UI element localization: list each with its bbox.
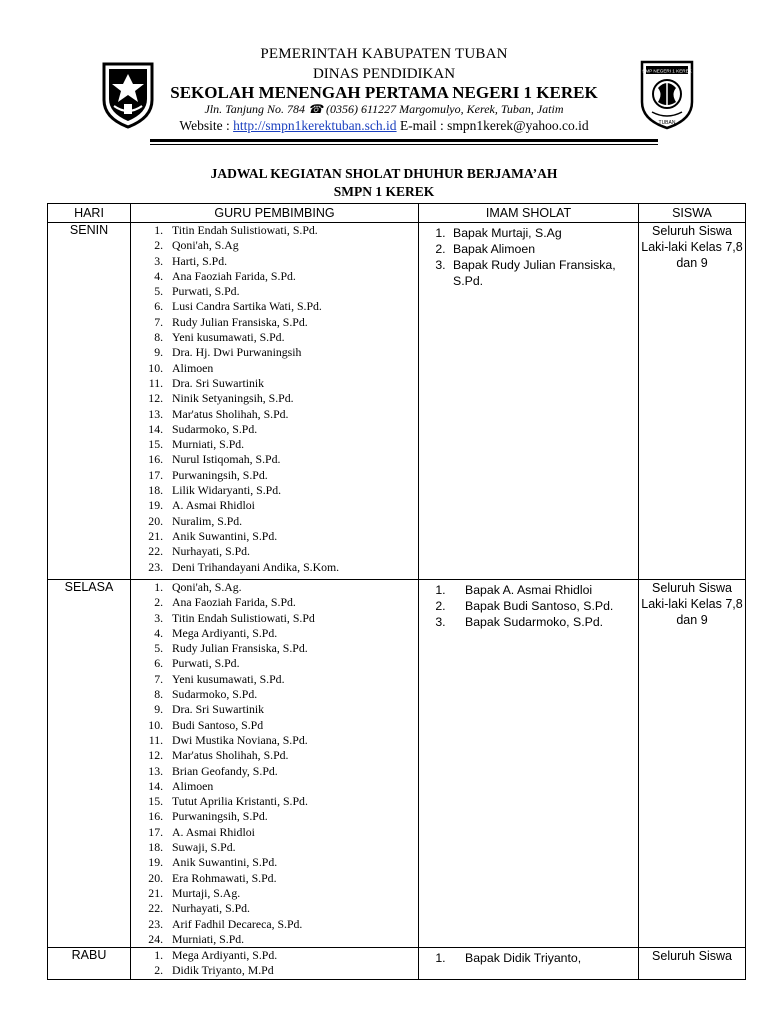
list-item: 1. Bapak A. Asmai Rhidloi	[449, 582, 638, 598]
list-item: 4. Ana Faoziah Farida, S.Pd.	[166, 269, 418, 284]
list-item: 1. Bapak Murtaji, S.Ag	[449, 225, 638, 241]
list-item: 18. Lilik Widaryanti, S.Pd.	[166, 483, 418, 498]
list-item: 6. Lusi Candra Sartika Wati, S.Pd.	[166, 299, 418, 314]
list-item: 17. Purwaningsih, S.Pd.	[166, 468, 418, 483]
list-item: 15. Tutut Aprilia Kristanti, S.Pd.	[166, 794, 418, 809]
table-row-rabu	[48, 948, 746, 980]
list-item: 20. Nuralim, S.Pd.	[166, 514, 418, 529]
guru-cell	[131, 948, 419, 980]
list-item: 18. Suwaji, S.Pd.	[166, 840, 418, 855]
table-header-row	[48, 204, 746, 223]
header-guru-pembimbing: GURU PEMBIMBING	[131, 204, 419, 223]
siswa-cell: Seluruh Siswa	[639, 948, 746, 980]
school-name: SEKOLAH MENENGAH PERTAMA NEGERI 1 KEREK	[170, 83, 598, 102]
guru-list	[131, 223, 418, 575]
siswa-cell: Seluruh Siswa Laki-laki Kelas 7,8 dan 9	[639, 223, 746, 580]
list-item: 2. Qoni'ah, S.Ag	[166, 238, 418, 253]
list-item: 11. Dwi Mustika Noviana, S.Pd.	[166, 733, 418, 748]
list-item: 2. Ana Faoziah Farida, S.Pd.	[166, 595, 418, 610]
list-item: 8. Yeni kusumawati, S.Pd.	[166, 330, 418, 345]
document-subtitle: SMPN 1 KEREK	[333, 184, 435, 199]
list-item: 5. Purwati, S.Pd.	[166, 284, 418, 299]
letterhead-rule-thin	[150, 144, 658, 145]
department-line: DINAS PENDIDIKAN	[312, 66, 456, 82]
list-item: 11. Dra. Sri Suwartinik	[166, 376, 418, 391]
header-siswa: SISWA	[639, 204, 746, 223]
header-hari: HARI	[48, 204, 131, 223]
list-item: 1. Titin Endah Sulistiowati, S.Pd.	[166, 223, 418, 238]
list-item: 6. Purwati, S.Pd.	[166, 656, 418, 671]
letterhead-rule-thick	[150, 139, 658, 142]
day-cell: RABU	[48, 948, 131, 980]
website-link[interactable]: http://smpn1kerektuban.sch.id	[233, 118, 397, 133]
list-item: 16. Purwaningsih, S.Pd.	[166, 809, 418, 824]
list-item: 22. Nurhayati, S.Pd.	[166, 544, 418, 559]
table-row-senin	[48, 223, 746, 580]
table-row-selasa	[48, 580, 746, 948]
document-title: JADWAL KEGIATAN SHOLAT DHUHUR BERJAMA’AH	[210, 166, 558, 181]
list-item: 3. Titin Endah Sulistiowati, S.Pd	[166, 611, 418, 626]
list-item: 3. Harti, S.Pd.	[166, 254, 418, 269]
list-item: 3. Bapak Sudarmoko, S.Pd.	[449, 614, 638, 630]
imam-list	[419, 950, 638, 966]
school-address: Jln. Tanjung No. 784 ☎ (0356) 611227 Margomulyo, Kerek, Tuban, Jatim	[204, 102, 564, 116]
guru-list	[131, 948, 418, 979]
imam-list	[419, 582, 638, 630]
letterhead	[0, 0, 768, 150]
list-item: 20. Era Rohmawati, S.Pd.	[166, 871, 418, 886]
list-item: 14. Alimoen	[166, 779, 418, 794]
list-item: 23. Arif Fadhil Decareca, S.Pd.	[166, 917, 418, 932]
list-item: 12. Ninik Setyaningsih, S.Pd.	[166, 391, 418, 406]
list-item: 23. Deni Trihandayani Andika, S.Kom.	[166, 560, 418, 575]
list-item: 21. Murtaji, S.Ag.	[166, 886, 418, 901]
guru-cell	[131, 223, 419, 580]
list-item: 10. Alimoen	[166, 361, 418, 376]
schedule-table	[47, 203, 746, 980]
list-item: 19. A. Asmai Rhidloi	[166, 498, 418, 513]
list-item: 7. Rudy Julian Fransiska, S.Pd.	[166, 315, 418, 330]
guru-cell	[131, 580, 419, 948]
guru-list	[131, 580, 418, 947]
list-item: 1. Mega Ardiyanti, S.Pd.	[166, 948, 418, 963]
list-item: 19. Anik Suwantini, S.Pd.	[166, 855, 418, 870]
list-item: 1. Bapak Didik Triyanto,	[449, 950, 638, 966]
list-item: 21. Anik Suwantini, S.Pd.	[166, 529, 418, 544]
list-item: 2. Bapak Alimoen	[449, 241, 638, 257]
list-item: 24. Murniati, S.Pd.	[166, 932, 418, 947]
government-line: PEMERINTAH KABUPATEN TUBAN	[260, 46, 508, 62]
list-item: 2. Bapak Budi Santoso, S.Pd.	[449, 598, 638, 614]
website-label: Website :	[179, 118, 230, 133]
list-item: 12. Mar'atus Sholihah, S.Pd.	[166, 748, 418, 763]
day-cell: SENIN	[48, 223, 131, 580]
day-cell: SELASA	[48, 580, 131, 948]
imam-list	[419, 225, 638, 289]
list-item: 17. A. Asmai Rhidloi	[166, 825, 418, 840]
list-item: 5. Rudy Julian Fransiska, S.Pd.	[166, 641, 418, 656]
list-item: 3. Bapak Rudy Julian Fransiska, S.Pd.	[449, 257, 638, 289]
list-item: 22. Nurhayati, S.Pd.	[166, 901, 418, 916]
list-item: 13. Mar'atus Sholihah, S.Pd.	[166, 407, 418, 422]
imam-cell	[419, 223, 639, 580]
email-text: E-mail : smpn1kerek@yahoo.co.id	[399, 118, 589, 133]
list-item: 16. Nurul Istiqomah, S.Pd.	[166, 452, 418, 467]
list-item: 10. Budi Santoso, S.Pd	[166, 718, 418, 733]
list-item: 4. Mega Ardiyanti, S.Pd.	[166, 626, 418, 641]
imam-cell	[419, 580, 639, 948]
list-item: 2. Didik Triyanto, M.Pd	[166, 963, 418, 978]
emblem-bottom-text: TUBAN	[658, 120, 676, 126]
list-item: 15. Murniati, S.Pd.	[166, 437, 418, 452]
emblem-top-text: SMP NEGERI 1 KEREK	[642, 68, 692, 74]
header-imam-sholat: IMAM SHOLAT	[419, 204, 639, 223]
list-item: 13. Brian Geofandy, S.Pd.	[166, 764, 418, 779]
list-item: 1. Qoni'ah, S.Ag.	[166, 580, 418, 595]
list-item: 9. Dra. Hj. Dwi Purwaningsih	[166, 345, 418, 360]
list-item: 9. Dra. Sri Suwartinik	[166, 702, 418, 717]
contact-line	[0, 118, 768, 134]
imam-cell	[419, 948, 639, 980]
list-item: 14. Sudarmoko, S.Pd.	[166, 422, 418, 437]
list-item: 8. Sudarmoko, S.Pd.	[166, 687, 418, 702]
list-item: 7. Yeni kusumawati, S.Pd.	[166, 672, 418, 687]
siswa-cell: Seluruh Siswa Laki-laki Kelas 7,8 dan 9	[639, 580, 746, 948]
